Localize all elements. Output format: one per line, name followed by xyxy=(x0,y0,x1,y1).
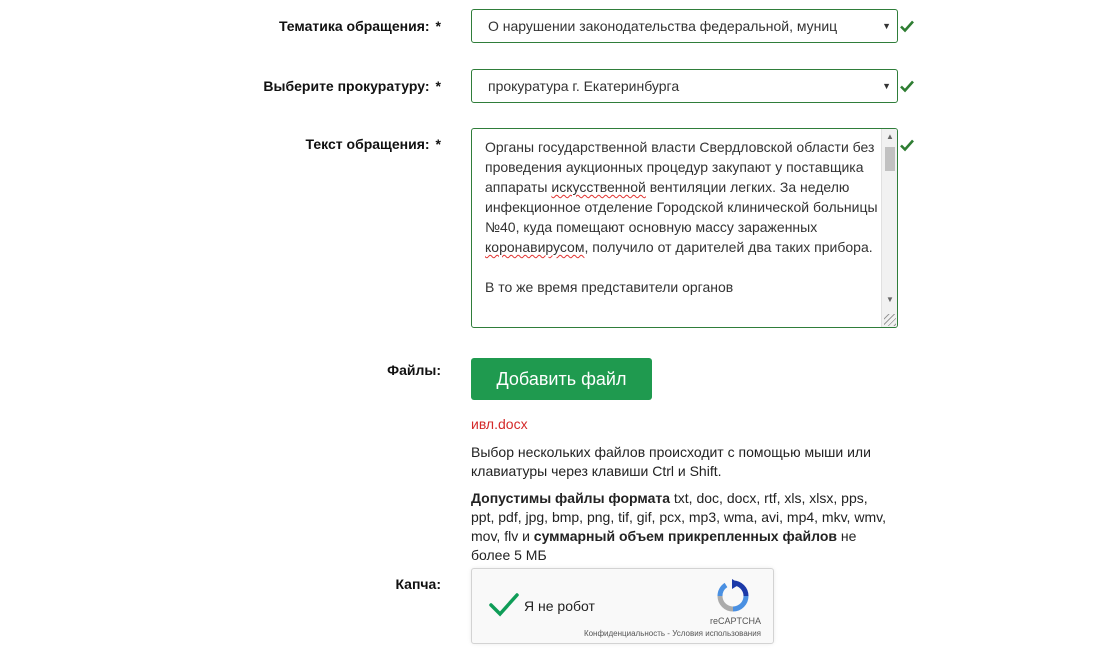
captcha-label: Капча: xyxy=(395,576,441,592)
prosecutor-select[interactable] xyxy=(471,69,898,103)
required-mark: * xyxy=(435,18,441,34)
prosecutor-label: Выберите прокуратуру: * xyxy=(263,78,441,94)
attached-file-link[interactable]: ивл.docx xyxy=(471,416,528,432)
recaptcha-links[interactable]: Конфиденциальность - Условия использования xyxy=(583,629,761,638)
topic-select[interactable] xyxy=(471,9,898,43)
spellcheck-word: искусственной xyxy=(551,179,646,195)
textarea-scrollbar[interactable] xyxy=(881,129,897,327)
caret-down-icon: ▼ xyxy=(882,21,891,31)
check-icon xyxy=(899,137,915,153)
message-paragraph: В то же время представители органов xyxy=(485,279,734,295)
add-file-button[interactable]: Добавить файл xyxy=(471,358,652,400)
files-help-formats: Допустимы файлы формата txt, doc, docx, rtf, xls, xlsx, pps, ppt, pdf, jpg, bmp, png, tif, gif, pcx, mp3, wma, avi, mp4, mkv, wmv, mov, flv и суммарный объем прикрепленных файлов не более 5 МБ xyxy=(471,490,886,563)
check-icon xyxy=(899,78,915,94)
message-textarea[interactable] xyxy=(471,128,898,328)
caret-down-icon: ▼ xyxy=(882,81,891,91)
captcha-checkbox-label: Я не робот xyxy=(524,598,595,614)
check-icon xyxy=(899,18,915,34)
spellcheck-word: коронавирусом xyxy=(485,239,585,255)
scrollbar-thumb[interactable] xyxy=(885,147,895,171)
files-help-multi: Выбор нескольких файлов происходит с помощью мыши или клавиатуры через клавиши Ctrl и Shift. xyxy=(471,444,871,479)
required-mark: * xyxy=(435,136,441,152)
recaptcha-widget xyxy=(471,568,774,644)
scroll-up-icon[interactable]: ▲ xyxy=(886,132,894,141)
recaptcha-logo-icon xyxy=(716,579,750,613)
message-text xyxy=(485,137,880,317)
message-paragraph: Органы государственной власти Свердловской области без проведения аукционных процедур закупают у поставщика аппараты искусственной вентиляции легких. За неделю инфекционное отделение Городской клинической больницы №40, куда помещают основную массу зараженных коронавирусом, получило от дарителей два таких прибора. xyxy=(485,139,878,255)
files-label: Файлы: xyxy=(387,362,441,378)
text-label: Текст обращения: * xyxy=(305,136,441,152)
captcha-checkbox[interactable] xyxy=(488,589,520,621)
topic-select-value: О нарушении законодательства федеральной, муниц xyxy=(488,18,838,34)
scroll-down-icon[interactable]: ▼ xyxy=(886,295,894,304)
topic-label: Тематика обращения: * xyxy=(278,18,441,34)
recaptcha-brand: reCAPTCHA xyxy=(709,616,761,626)
resize-grip-icon[interactable] xyxy=(884,314,896,326)
required-mark: * xyxy=(435,78,441,94)
checkmark-icon xyxy=(491,595,517,614)
prosecutor-select-value: прокуратура г. Екатеринбурга xyxy=(488,78,680,94)
